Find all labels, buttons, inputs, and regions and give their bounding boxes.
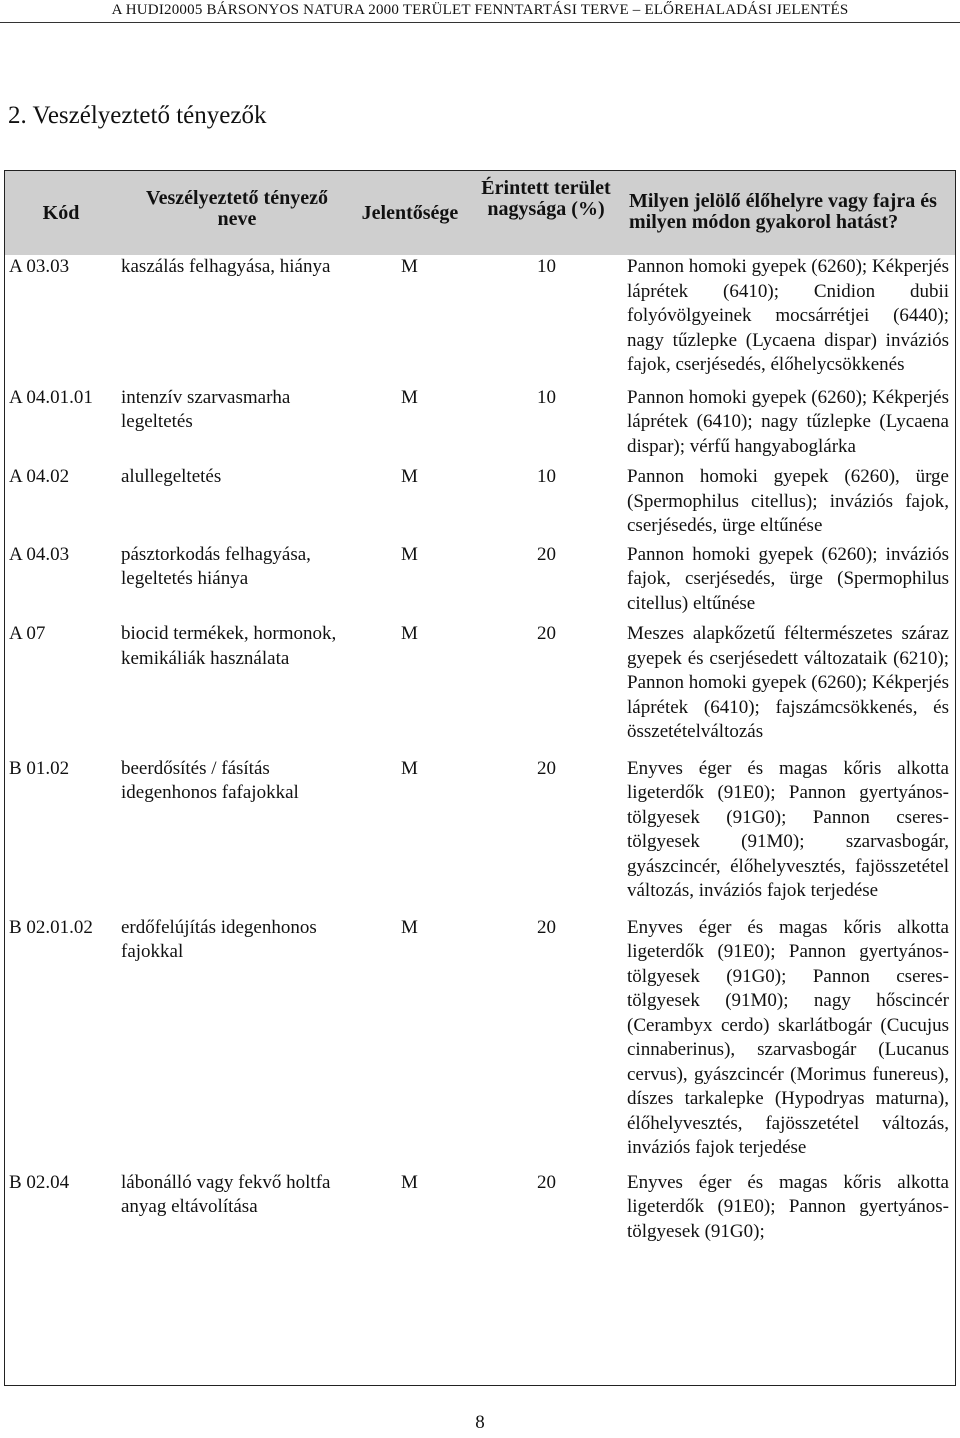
row-name: beerdősítés / fásítás idegenhonos fafajokkal: [121, 757, 299, 803]
row-code: B 02.04: [9, 1171, 70, 1193]
table-row: [5, 255, 955, 378]
table-row: [5, 386, 955, 460]
row-name: biocid termékek, hormonok, kemikáliák használata: [121, 623, 337, 669]
row-significance: M: [401, 1171, 418, 1193]
row-code: A 04.03: [9, 543, 70, 565]
table-row: [5, 1171, 955, 1245]
row-description: Enyves éger és magas kőris alkotta ligeterdők (91E0); Pannon gyertyános-tölgyesek (91G0); Pannon cseres-tölgyesek (91M0); szarvasbogár, gyászcincér, élőhelyvesztés, fajösszetétel változás, inváziós fajok terjedése: [627, 757, 949, 901]
row-area: 20: [537, 757, 556, 779]
col-code-header: Kód: [42, 202, 80, 224]
row-description: Meszes alapkőzetű féltermészetes száraz gyepek és cserjésedett változataik (6210); Pannon homoki gyepek (6260); Kékperjés láprétek (6410); fajszámcsökkenés, és összetételváltozás: [627, 623, 949, 742]
table-header: [5, 171, 955, 255]
row-area: 10: [537, 466, 556, 487]
row-code: A 07: [9, 623, 46, 644]
row-code: A 03.03: [9, 256, 70, 277]
table-row: [5, 465, 955, 539]
row-name: erdőfelújítás idegenhonos fajokkal: [121, 916, 317, 962]
row-area: 20: [537, 916, 556, 938]
row-description: Pannon homoki gyepek (6260); inváziós fajok, cserjésedés, ürge (Spermophilus citellus) eltűnése: [627, 543, 949, 614]
row-area: 10: [537, 256, 556, 277]
threats-table: [4, 170, 956, 1386]
row-description: Enyves éger és magas kőris alkotta ligeterdők (91E0); Pannon gyertyános-tölgyesek (91G0); Pannon cseres-tölgyesek (91M0); nagy hőscincér (Cerambyx cerdo) skarlátbogár (Cucujus cinnaberinus), szarvasbogár (Lucanus cervus), gyászcincér (Morimus funereus), díszes tarkalepke (Hypodryas maturna), élőhelyvesztés, fajösszetétel változás, inváziós fajok terjedése: [627, 916, 949, 1158]
col-desc-header: Milyen jelölő élőhelyre vagy fajra és milyen módon gyakorol hatást?: [629, 190, 937, 233]
row-area: 20: [537, 543, 556, 565]
table-body: [5, 255, 955, 1252]
running-header: A HUDI20005 BÁRSONYOS NATURA 2000 TERÜLET FENNTARTÁSI TERVE – ELŐREHALADÁSI JELENTÉS: [0, 0, 960, 23]
row-significance: M: [401, 466, 418, 487]
row-description: Pannon homoki gyepek (6260), ürge (Spermophilus citellus); inváziós fajok, cserjésedés, ürge eltűnése: [627, 466, 949, 536]
row-area: 20: [537, 623, 556, 644]
row-name: alullegeltetés: [121, 466, 222, 487]
row-significance: M: [401, 543, 418, 565]
row-name: intenzív szarvasmarha legeltetés: [121, 386, 291, 432]
col-area-header: Érintett terület nagysága (%): [481, 177, 611, 220]
col-name-header: Veszélyeztető tényező neve: [146, 187, 328, 230]
row-area: 10: [537, 386, 556, 408]
row-code: B 01.02: [9, 757, 70, 779]
row-description: Enyves éger és magas kőris alkotta ligeterdők (91E0); Pannon gyertyános-tölgyesek (91G0);: [627, 1171, 949, 1242]
row-significance: M: [401, 386, 418, 408]
row-description: Pannon homoki gyepek (6260); Kékperjés láprétek (6410); Cnidion dubii folyóvölgyeinek mocsárrétjei (6440); nagy tűzlepke (Lycaena dispar) inváziós fajok, cserjésedés, élőhelycsökkenés: [627, 256, 949, 375]
table-row: [5, 622, 955, 745]
row-significance: M: [401, 256, 418, 277]
row-code: A 04.02: [9, 466, 70, 487]
row-significance: M: [401, 623, 418, 644]
row-description: Pannon homoki gyepek (6260); Kékperjés láprétek (6410); nagy tűzlepke (Lycaena dispar); vérfű hangyaboglárka: [627, 386, 949, 457]
page-number: 8: [475, 1412, 485, 1433]
row-name: kaszálás felhagyása, hiánya: [121, 256, 331, 277]
row-code: A 04.01.01: [9, 386, 93, 408]
col-significance-header: Jelentősége: [361, 202, 459, 224]
row-area: 20: [537, 1171, 556, 1193]
row-code: B 02.01.02: [9, 916, 93, 938]
row-significance: M: [401, 916, 418, 938]
row-name: pásztorkodás felhagyása, legeltetés hiánya: [121, 543, 311, 589]
row-significance: M: [401, 757, 418, 779]
table-row: [5, 757, 955, 904]
section-title: 2. Veszélyeztető tényezők: [8, 102, 267, 129]
row-name: lábonálló vagy fekvő holtfa anyag eltávolítása: [121, 1171, 331, 1217]
table-row: [5, 543, 955, 617]
table-row: [5, 916, 955, 1161]
